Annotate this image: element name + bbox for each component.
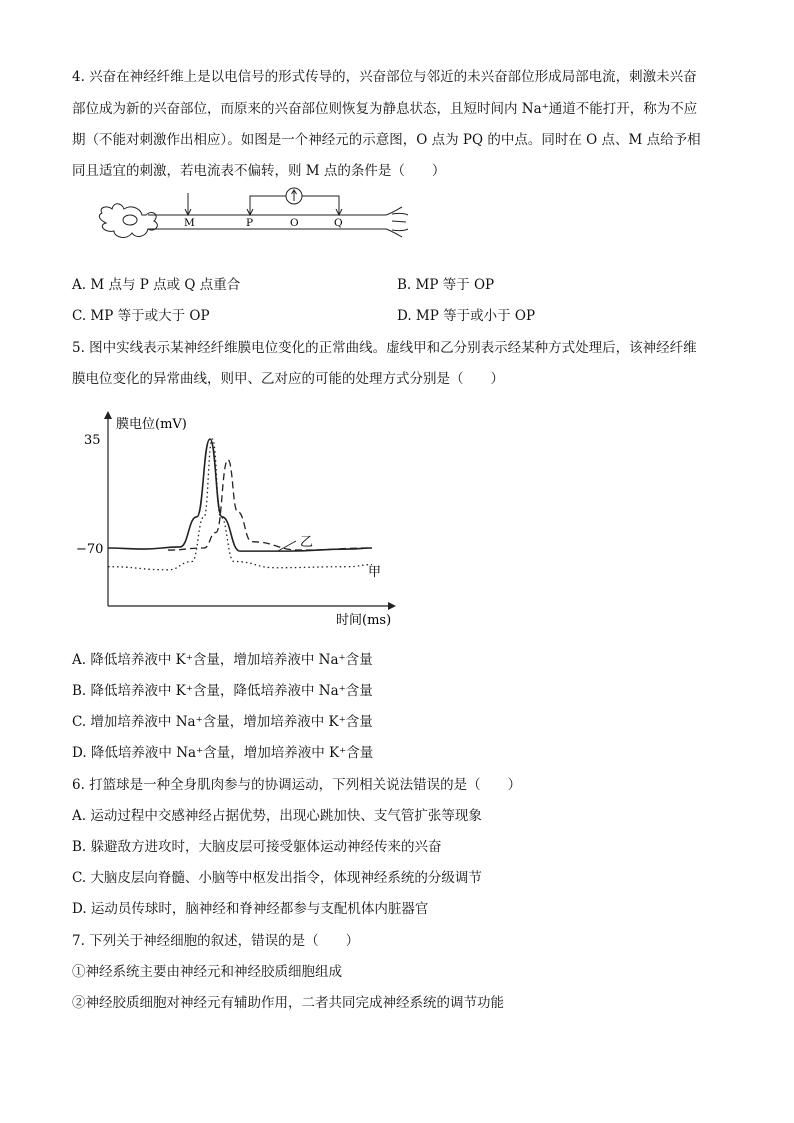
q7-item-1: ①神经系统主要由神经元和神经胶质细胞组成 bbox=[72, 964, 342, 980]
q6-option-d[interactable]: D. 运动员传球时，脑神经和脊神经都参与支配机体内脏器官 bbox=[72, 901, 429, 917]
q5-option-c[interactable]: C. 增加培养液中 Na⁺含量，增加培养液中 K⁺含量 bbox=[72, 714, 373, 730]
x-axis-arrow bbox=[388, 602, 396, 610]
label-m: M bbox=[184, 217, 195, 229]
cell-body bbox=[99, 204, 157, 238]
y-tick-35: 35 bbox=[84, 433, 101, 448]
q5-stem-line-2: 膜电位变化的异常曲线，则甲、乙对应的可能的处理方式分别是（ ） bbox=[72, 371, 504, 387]
membrane-potential-chart bbox=[72, 405, 412, 630]
q6-option-a[interactable]: A. 运动过程中交感神经占据优势，出现心跳加快、支气管扩张等现象 bbox=[72, 808, 482, 824]
q4-stem-line-3: 期（不能对刺激作出相应）。如图是一个神经元的示意图，O 点为 PQ 的中点。同时在 O 点、M 点给予相 bbox=[72, 132, 701, 148]
q4-stem-line-2: 部位成为新的兴奋部位，而原来的兴奋部位则恢复为静息状态，且短时间内 Na⁺通道不能打开，称为不应 bbox=[72, 101, 698, 117]
neuron-diagram bbox=[96, 185, 416, 255]
nucleus bbox=[123, 215, 137, 225]
q5-option-d[interactable]: D. 降低培养液中 Na⁺含量，增加培养液中 K⁺含量 bbox=[72, 745, 374, 761]
axon-terminal bbox=[386, 207, 408, 237]
q4-option-b[interactable]: B. MP 等于 OP bbox=[397, 277, 495, 293]
label-q: Q bbox=[334, 217, 343, 229]
series-label-jia: 甲 bbox=[368, 565, 382, 580]
q6-option-b[interactable]: B. 躲避敌方进攻时，大脑皮层可接受躯体运动神经传来的兴奋 bbox=[72, 839, 442, 855]
series-line-dotted bbox=[108, 439, 372, 570]
q5-option-a[interactable]: A. 降低培养液中 K⁺含量，增加培养液中 Na⁺含量 bbox=[72, 652, 373, 668]
series-line-dashed bbox=[168, 460, 372, 550]
q7-stem: 7. 下列关于神经细胞的叙述，错误的是（ ） bbox=[72, 933, 360, 949]
series-line-solid bbox=[108, 439, 372, 551]
q6-stem: 6. 打篮球是一种全身肌肉参与的协调运动，下列相关说法错误的是（ ） bbox=[72, 777, 522, 793]
q5-stem-line-1: 5. 图中实线表示某神经纤维膜电位变化的正常曲线。虚线甲和乙分别表示经某种方式处理后，该神经纤维 bbox=[72, 340, 697, 356]
q4-stem-line-1: 4. 兴奋在神经纤维上是以电信号的形式传导的，兴奋部位与邻近的未兴奋部位形成局部电流，刺激未兴奋 bbox=[72, 69, 697, 85]
series-label-yi: 乙 bbox=[300, 535, 314, 550]
y-axis-arrow bbox=[104, 411, 112, 419]
label-p: P bbox=[246, 217, 254, 229]
q6-option-c[interactable]: C. 大脑皮层向脊髓、小脑等中枢发出指令，体现神经系统的分级调节 bbox=[72, 870, 482, 886]
q7-item-2: ②神经胶质细胞对神经元有辅助作用，二者共同完成神经系统的调节功能 bbox=[72, 995, 504, 1011]
label-o: O bbox=[290, 217, 299, 229]
q4-stem-line-4: 同且适宜的刺激，若电流表不偏转，则 M 点的条件是（ ） bbox=[72, 163, 446, 179]
y-axis-label: 膜电位(mV) bbox=[116, 417, 187, 432]
q4-option-c[interactable]: C. MP 等于或大于 OP bbox=[72, 308, 210, 324]
y-tick-neg70: −70 bbox=[76, 542, 104, 557]
q4-option-d[interactable]: D. MP 等于或小于 OP bbox=[397, 308, 536, 324]
x-axis-label: 时间(ms) bbox=[336, 613, 392, 628]
q4-option-a[interactable]: A. M 点与 P 点或 Q 点重合 bbox=[72, 277, 241, 293]
q5-option-b[interactable]: B. 降低培养液中 K⁺含量，降低培养液中 Na⁺含量 bbox=[72, 683, 373, 699]
